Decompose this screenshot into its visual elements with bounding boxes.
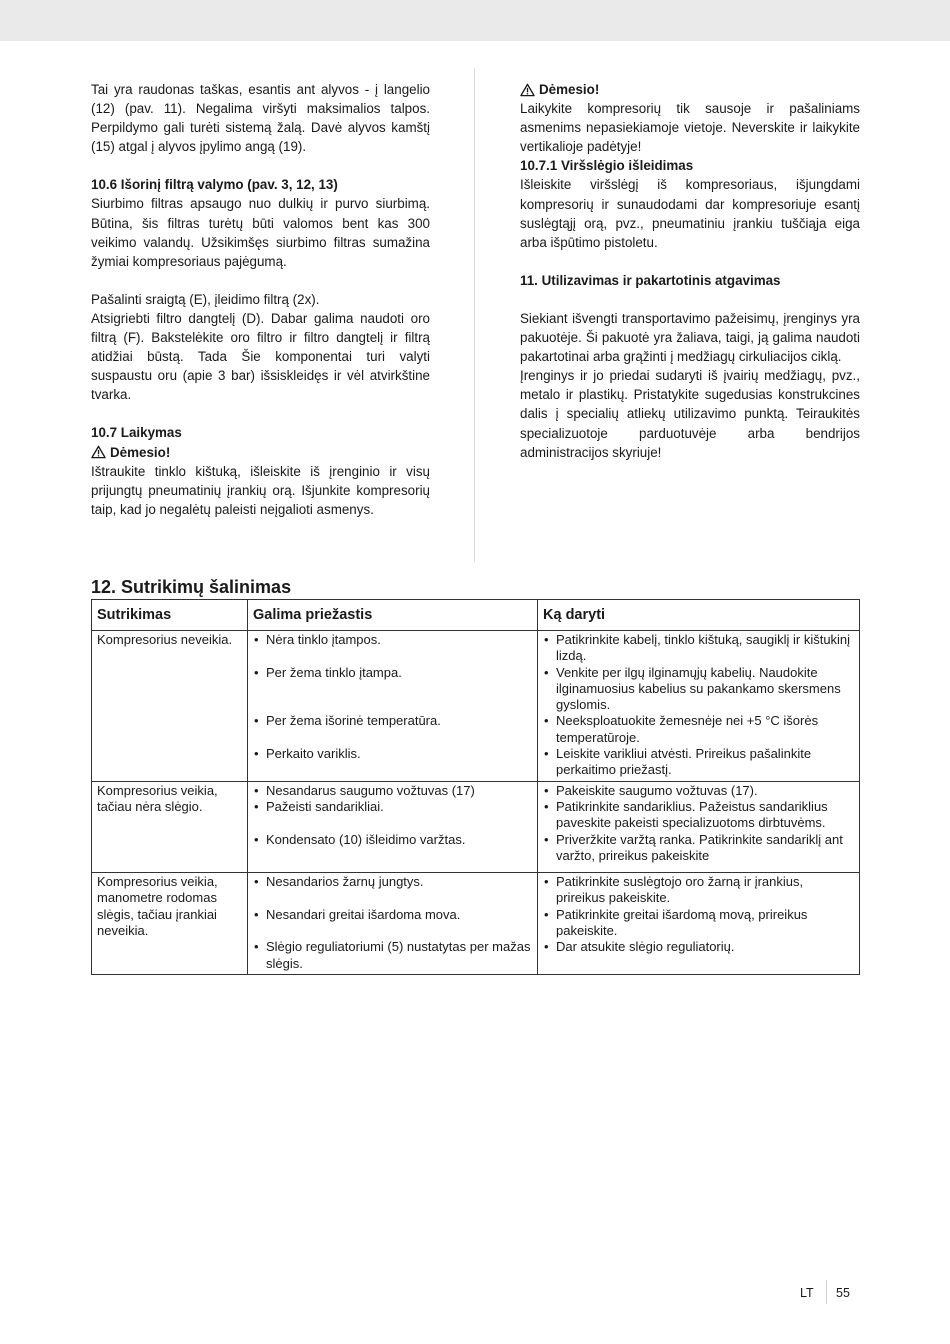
cause-item: • Nesandari greitai išardoma mova.: [253, 907, 532, 940]
warning-heading: [520, 80, 860, 99]
filter-paragraph: Siurbimo filtras apsaugo nuo dulkių ir purvo siurbimą. Būtina, šis filtras turėtų būti valomos bent kas 300 veikimo valandų. Užsikimšęs siurbimo filtras sumažina žymiai kompresoriaus pajėgumą.: [91, 196, 430, 269]
oil-level-paragraph: Tai yra raudonas taškas, esantis ant alyvos - į langelio (12) (pav. 11). Negalima viršyti maksimalios talpos. Perpildymo gali turėti sistemą žalą. Davė alyvos kamštį (15) atgal į alyvos įpylimo angą (19).: [91, 82, 430, 155]
warning-label: Dėmesio!: [539, 82, 600, 97]
section-12-title: 12. Sutrikimų šalinimas: [91, 577, 292, 597]
action-item: • Patikrinkite suslėgtojo oro žarną ir įrankius, prireikus pakeiskite.: [543, 874, 854, 907]
cause-item: • Nėra tinklo įtampos.: [253, 632, 532, 665]
pressure-release-paragraph: Išleiskite viršslėgį iš kompresoriaus, išjungdami kompresorių ir sunaudodami dar kompresoriuje esantį suslėgtąjį orą, pvz., pneumatiniu įrankiu tuščiąja eiga arba išpūtimo pistoletu.: [520, 177, 860, 250]
cause-item: • Nesandarios žarnų jungtys.: [253, 874, 532, 907]
cause-cell: [248, 631, 538, 782]
table-row: [92, 631, 860, 782]
problem-cell: Kompresorius veikia, tačiau nėra slėgio.: [92, 781, 248, 872]
action-item: • Patikrinkite greitai išardomą movą, prireikus pakeiskite.: [543, 907, 854, 940]
section-10-6-heading: 10.6 Išorinį filtrą valymo (pav. 3, 12, 13): [91, 177, 338, 193]
cause-item: • Nesandarus saugumo vožtuvas (17): [253, 783, 532, 799]
warning-heading: [91, 443, 430, 462]
left-column: [91, 80, 430, 519]
action-item: • Neeksploatuokite žemesnėje nei +5 °C išorės temperatūroje.: [543, 713, 854, 746]
problem-cell: Kompresorius veikia, manometre rodomas slėgis, tačiau įrankiai neveikia.: [92, 873, 248, 975]
footer-divider: [826, 1280, 827, 1304]
section-10-7-1-heading: 10.7.1 Viršslėgio išleidimas: [520, 158, 694, 174]
remove-screw-paragraph: Pašalinti sraigtą (E), įleidimo filtrą (2x).: [91, 291, 320, 307]
header-problem: Sutrikimas: [92, 600, 248, 631]
cause-item: • Per žema išorinė temperatūra.: [253, 713, 532, 746]
troubleshooting-table: [91, 599, 860, 975]
filter-cover-paragraph: Atsigriebti filtro dangtelį (D). Dabar galima naudoti oro filtrą (F). Bakstelėkite oro filtro ir filtro dangtelį ir filtrą atidžiai būstą. Tada Šie komponentai turi valyti suspaustu oru (apie 3 bar) išsiskleidęs ir vėl atvirkštine tvarka.: [91, 310, 430, 403]
warning-triangle-icon: [91, 445, 106, 459]
table-row: [92, 873, 860, 975]
action-item: • Pakeiskite saugumo vožtuvas (17).: [543, 783, 854, 799]
table-header-row: [92, 600, 860, 631]
action-item: • Venkite per ilgų ilginamųjų kabelių. Naudokite ilginamuosius kabelius su pakankamo skersmens gyslomis.: [543, 665, 854, 714]
action-cell: [538, 781, 860, 872]
footer-language: LT: [800, 1286, 814, 1300]
action-item: • Priveržkite varžtą ranka. Patikrinkite sandariklį ant varžto, prireikus pakeiskite: [543, 832, 854, 865]
action-cell: [538, 873, 860, 975]
cause-item: • Pažeisti sandarikliai.: [253, 799, 532, 832]
action-item: • Dar atsukite slėgio reguliatorių.: [543, 939, 854, 955]
top-bar: [0, 0, 950, 41]
cause-item: • Kondensato (10) išleidimo varžtas.: [253, 832, 532, 848]
storage-paragraph: Ištraukite tinklo kištuką, išleiskite iš įrenginio ir visų prijungtų pneumatinių įrankių orą. Išjunkite kompresorių taip, kad jo negalėtų paleisti neįgalioti asmenys.: [91, 463, 430, 517]
action-item: • Leiskite varikliui atvėsti. Prireikus pašalinkite perkaitimo priežastį.: [543, 746, 854, 779]
table-row: [92, 781, 860, 872]
cause-item: • Per žema tinklo įtampa.: [253, 665, 532, 714]
cause-cell: [248, 873, 538, 975]
section-10-7-heading: 10.7 Laikymas: [91, 425, 182, 441]
action-item: • Patikrinkite kabelį, tinklo kištuką, saugiklį ir kištukinį lizdą.: [543, 632, 854, 665]
action-cell: [538, 631, 860, 782]
column-divider: [474, 68, 475, 562]
packaging-paragraph: Siekiant išvengti transportavimo pažeisimų, įrenginys yra pakuotėje. Ši pakuotė yra žaliava, taigi, ją galima naudoti pakartotinai arba grąžinti į medžiagų cirkuliacijos ciklą.: [520, 310, 860, 365]
page-number: 55: [836, 1286, 850, 1300]
header-cause: Galima priežastis: [248, 600, 538, 631]
warning-label: Dėmesio!: [110, 444, 171, 460]
storage-location-paragraph: Laikykite kompresorių tik sausoje ir pašaliniams asmenims nepasiekiamoje vietoje. Neverskite ir laikykite vertikalioje padėtyje!: [520, 101, 860, 155]
cause-item: • Perkaito variklis.: [253, 746, 532, 762]
cause-cell: [248, 781, 538, 872]
cause-item: • Slėgio reguliatoriumi (5) nustatytas per mažas slėgis.: [253, 939, 532, 972]
problem-cell: Kompresorius neveikia.: [92, 631, 248, 782]
header-action: Ką daryti: [538, 600, 860, 631]
right-column: [520, 80, 860, 462]
warning-triangle-icon: [520, 83, 535, 97]
action-item: • Patikrinkite sandariklius. Pažeistus sandariklius paveskite pakeisti specializuotoms dirbtuvėms.: [543, 799, 854, 832]
section-11-heading: 11. Utilizavimas ir pakartotinis atgavimas: [520, 272, 781, 288]
materials-paragraph: Įrenginys ir jo priedai sudaryti iš įvairių medžiagų, pvz., metalo ir plastikų. Pristatykite sugedusias konstrukcines dalis į specialių atliekų utilizavimo punktą. Teiraukitės specializuotoje parduotuvėje arba bendrijos administracijos skyriuje!: [520, 368, 860, 460]
